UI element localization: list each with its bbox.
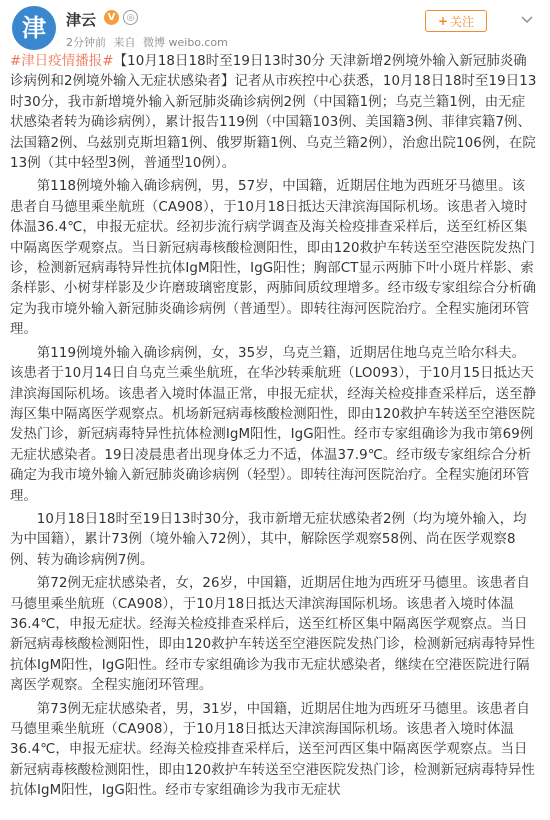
post-time[interactable]: 2分钟前 — [66, 36, 106, 49]
post-meta — [66, 34, 232, 50]
user-name[interactable]: 津云 — [66, 11, 97, 29]
follow-button[interactable] — [425, 10, 487, 32]
avatar-logo: 津 — [22, 14, 46, 42]
avatar[interactable] — [12, 6, 56, 50]
chevron-down-icon[interactable] — [518, 10, 536, 28]
post-source-prefix: 来自 — [113, 36, 136, 49]
plus-icon: + — [437, 14, 449, 28]
post-header — [0, 0, 550, 56]
level-badge-icon: ◎ — [123, 10, 138, 25]
post-paragraph-1 — [10, 52, 538, 174]
post-paragraph-2: 第118例境外输入确诊病例，男，57岁，中国籍，近期居住地为西班牙马德里。该患者自马德里乘坐航班（CA908），于10月18日抵达天津滨海国际机场。该患者入境时体温36.4℃，申报无症状。经初步流行病学调查及海关检疫排查采样后，送至红桥区集中隔离医学观察点。当日新冠病毒核酸检测阳性，即由120救护车转送至空港医院发热门诊，检测新冠病毒特异性抗体IgM阳性，IgG阳性；胸部CT显示两肺下叶小斑片样影、索条样影、小树芽样影及少许磨玻璃密度影，两肺间质纹理增多。经市级专家组综合分析确定为我市境外输入新冠肺炎确诊病例（普通型）。即转往海河医院治疗。全程实施闭环管理。 — [10, 179, 537, 338]
post-paragraph-3: 第119例境外输入确诊病例，女，35岁，乌克兰籍，近期居住地乌克兰哈尔科夫。该患者于10月14日自乌克兰乘坐航班，在华沙转乘航班（LO093），于10月15日抵达天津滨海国际机场。该患者入境时体温正常，申报无症状，经海关检疫排查采样后，送至静海区集中隔离医学观察点。机场新冠病毒核酸检测阳性，即由120救护车转送至空港医院发热门诊，新冠病毒特异性抗体检测IgM阳性，IgG阳性。经市专家组确诊为我市第69例无症状感染者。19日凌晨患者出现身体乏力不适，体温37.9℃。经市级专家组综合分析确定为我市境外输入新冠肺炎确诊病例（轻型）。即转往海河医院治疗。全程实施闭环管理。 — [10, 345, 537, 504]
post-paragraph-6: 第73例无症状感染者，男，31岁，中国籍，近期居住地为西班牙马德里。该患者自马德里乘坐航班（CA908），于10月18日抵达天津滨海国际机场。该患者入境时体温36.4℃，申报无症状。经海关检疫排查采样后，送至河西区集中隔离医学观察点。当日新冠病毒核酸检测阳性，即由120救护车转送至空港医院发热门诊，检测新冠病毒特异性抗体IgM阳性，IgG阳性。经市专家组确诊为我市无症状 — [10, 701, 536, 799]
post-source[interactable]: 微博 weibo.com — [143, 36, 228, 49]
post-paragraph-1-text: 【10月18日18时至19日13时30分 天津新增2例境外输入新冠肺炎确诊病例和2例境外输入无症状感染者】记者从市疾控中心获悉，10月18日18时至19日13时30分，我市新增境外输入新冠肺炎确诊病例2例（中国籍1例；乌克兰籍1例，由无症状感染者转为确诊病例），累计报告119例（中国籍103例、美国籍3例、菲律宾籍7例、法国籍2例、乌兹别克斯坦籍1例、俄罗斯籍1例、乌克兰籍2例），治愈出院106例，在院13例（其中轻型3例，普通型10例）。 — [10, 54, 537, 172]
post-paragraph-5: 第72例无症状感染者，女，26岁，中国籍，近期居住地为西班牙马德里。该患者自马德里乘坐航班（CA908），于10月18日抵达天津滨海国际机场。该患者入境时体温36.4℃，申报无症状。经海关检疫排查采样后，送至红桥区集中隔离医学观察点。当日新冠病毒核酸检测阳性，即由120救护车转送至空港医院发热门诊，检测新冠病毒特异性抗体IgM阳性，IgG阳性。经市专家组确诊为我市无症状感染者，继续在空港医院进行隔离医学观察。全程实施闭环管理。 — [10, 576, 536, 694]
hashtag-link[interactable]: #津日疫情播报# — [10, 54, 114, 69]
post-paragraph-4: 10月18日18时至19日13时30分，我市新增无症状感染者2例（均为境外输入，均为中国籍），累计73例（境外输入72例），其中，解除医学观察58例、尚在医学观察8例、转为确诊病例7例。 — [10, 511, 527, 568]
post-content — [10, 52, 538, 805]
verified-badge-icon: V — [104, 10, 119, 25]
follow-label: 关注 — [450, 14, 475, 29]
